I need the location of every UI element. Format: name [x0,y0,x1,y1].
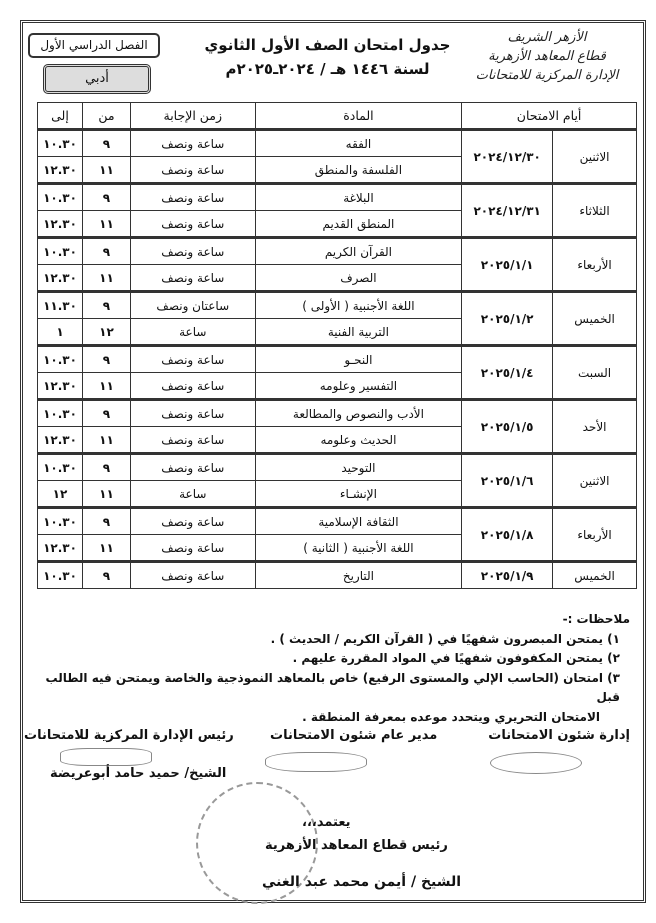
from-cell: ١١ [83,211,131,238]
approval-text: يعتمد،،، [302,815,351,830]
exam-schedule-table [37,102,637,589]
to-cell: ١٠.٣٠ [38,238,83,265]
to-cell: ١٢.٣٠ [38,427,83,454]
to-cell: ١٢.٣٠ [38,265,83,292]
exam-day: الثلاثاء [553,184,637,238]
logo-line: قطاع المعاهد الأزهرية [488,49,606,64]
to-cell: ١٠.٣٠ [38,184,83,211]
subject-cell: التاريخ [255,562,462,589]
central-head-signature-title: رئيس الإدارة المركزية للامتحانات [24,728,234,743]
table-row [38,346,637,373]
subject-cell: المنطق القديم [255,211,462,238]
to-cell: ١٠.٣٠ [38,562,83,589]
table-row [38,508,637,535]
exam-day: الاثنين [553,454,637,508]
from-cell: ٩ [83,238,131,265]
to-cell: ١٠.٣٠ [38,508,83,535]
subject-cell: التربية الفنية [255,319,462,346]
exam-day: الخميس [553,562,637,589]
subject-cell: الفلسفة والمنطق [255,157,462,184]
from-cell: ٩ [83,184,131,211]
duration-cell: ساعة ونصف [130,535,255,562]
duration-cell: ساعة ونصف [130,346,255,373]
exam-day: الخميس [553,292,637,346]
header-to: إلى [38,103,83,130]
header-duration: زمن الإجابة [130,103,255,130]
from-cell: ١٢ [83,319,131,346]
table-row [38,400,637,427]
from-cell: ١١ [83,157,131,184]
note-item: ٣) امتحان (الحاسب الإلي والمستوى الرفيع) خاص بالمعاهد النموذجية والخاصة ويمتحن فيه الطالب قبل [45,670,620,704]
subject-cell: اللغة الأجنبية ( الثانية ) [255,535,462,562]
from-cell: ١١ [83,373,131,400]
notes-heading: ملاحظات :- [562,612,630,626]
subject-cell: الأدب والنصوص والمطالعة [255,400,462,427]
exam-date: ٢٠٢٥/١/٢ [462,292,553,346]
exam-day: السبت [553,346,637,400]
duration-cell: ساعة [130,481,255,508]
duration-cell: ساعة ونصف [130,184,255,211]
subject-cell: النحـو [255,346,462,373]
logo-line: الإدارة المركزية للامتحانات [475,68,619,83]
exam-day: الأربعاء [553,238,637,292]
subject-cell: اللغة الأجنبية ( الأولى ) [255,292,462,319]
to-cell: ١٠.٣٠ [38,454,83,481]
duration-cell: ساعة ونصف [130,508,255,535]
exam-date: ٢٠٢٤/١٢/٣٠ [462,130,553,184]
note-item: ١) يمتحن المبصرون شفهيًا في ( القرآن الكريم / الحديث ) . [270,631,620,646]
table-header-row [38,103,637,130]
sector-head-name: الشيخ / أيمن محمد عبد الغني [262,874,462,890]
duration-cell: ساعة ونصف [130,157,255,184]
handwritten-signature [60,748,152,766]
from-cell: ١١ [83,265,131,292]
to-cell: ١٢.٣٠ [38,373,83,400]
subject-cell: الإنشـاء [255,481,462,508]
exam-date: ٢٠٢٥/١/٥ [462,400,553,454]
to-cell: ١٢ [38,481,83,508]
duration-cell: ساعة [130,319,255,346]
branch-box: أدبي [43,64,151,94]
general-manager-signature-title: مدير عام شئون الامتحانات [270,728,438,743]
table-row [38,184,637,211]
from-cell: ٩ [83,346,131,373]
to-cell: ١٠.٣٠ [38,130,83,157]
from-cell: ٩ [83,562,131,589]
to-cell: ١ [38,319,83,346]
table-row [38,292,637,319]
duration-cell: ساعة ونصف [130,238,255,265]
handwritten-signature [490,752,582,774]
year-text: لسنة ١٤٤٦ هـ / ٢٠٢٤ـ٢٠٢٥م [225,60,430,78]
exam-day: الأحد [553,400,637,454]
to-cell: ١٢.٣٠ [38,535,83,562]
duration-cell: ساعة ونصف [130,211,255,238]
from-cell: ٩ [83,508,131,535]
from-cell: ٩ [83,292,131,319]
to-cell: ١٠.٣٠ [38,346,83,373]
from-cell: ١١ [83,535,131,562]
from-cell: ٩ [83,130,131,157]
exam-date: ٢٠٢٥/١/٦ [462,454,553,508]
sector-head-title: رئيس قطاع المعاهد الأزهرية [265,838,448,853]
handwritten-signature [265,752,367,772]
header-exam-days: أيام الامتحان [462,103,637,130]
title-text: جدول امتحان الصف الأول الثانوي [204,36,451,54]
duration-cell: ساعة ونصف [130,562,255,589]
central-head-name: الشيخ/ حميد حامد أبوعريضة [50,766,227,781]
subject-cell: البلاغة [255,184,462,211]
subject-cell: الصرف [255,265,462,292]
subject-cell: الفقه [255,130,462,157]
subject-cell: القرآن الكريم [255,238,462,265]
header-from: من [83,103,131,130]
table-row [38,238,637,265]
to-cell: ١١.٣٠ [38,292,83,319]
table-row [38,454,637,481]
subject-cell: الثقافة الإسلامية [255,508,462,535]
exam-affairs-signature-title: إدارة شئون الامتحانات [488,728,630,743]
to-cell: ١٠.٣٠ [38,400,83,427]
to-cell: ١٢.٣٠ [38,157,83,184]
exam-date: ٢٠٢٥/١/٨ [462,508,553,562]
exam-date: ٢٠٢٥/١/٤ [462,346,553,400]
document-title [200,33,455,81]
note-item: ٢) يمتحن المكفوفون شفهيًا في المواد المقررة عليهم . [292,651,620,665]
subject-cell: التفسير وعلومه [255,373,462,400]
from-cell: ١١ [83,481,131,508]
azhar-logo [462,28,632,85]
duration-cell: ساعة ونصف [130,427,255,454]
note-item: الامتحان التحريري ويتحدد موعده بمعرفة المنطقة . [302,709,600,724]
table-row [38,130,637,157]
from-cell: ٩ [83,400,131,427]
exam-date: ٢٠٢٥/١/٩ [462,562,553,589]
duration-cell: ساعة ونصف [130,400,255,427]
duration-cell: ساعة ونصف [130,454,255,481]
table-row [38,562,637,589]
notes-section [20,610,630,727]
semester-box: الفصل الدراسي الأول [28,33,160,58]
exam-date: ٢٠٢٤/١٢/٣١ [462,184,553,238]
exam-day: الأربعاء [553,508,637,562]
header-subject: المادة [255,103,462,130]
duration-cell: ساعة ونصف [130,265,255,292]
logo-line: الأزهر الشريف [507,30,587,45]
from-cell: ٩ [83,454,131,481]
from-cell: ١١ [83,427,131,454]
duration-cell: ساعتان ونصف [130,292,255,319]
exam-date: ٢٠٢٥/١/١ [462,238,553,292]
to-cell: ١٢.٣٠ [38,211,83,238]
duration-cell: ساعة ونصف [130,373,255,400]
duration-cell: ساعة ونصف [130,130,255,157]
exam-day: الاثنين [553,130,637,184]
subject-cell: الحديث وعلومه [255,427,462,454]
subject-cell: التوحيد [255,454,462,481]
